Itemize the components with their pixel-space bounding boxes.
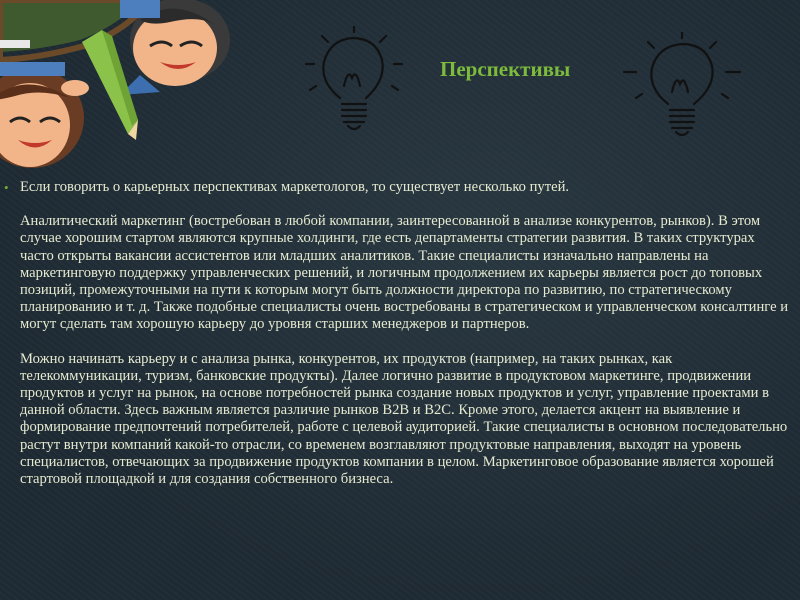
cartoon-kids-illustration [0,0,250,180]
boy-character-icon [120,0,230,95]
slide-body [4,179,789,488]
intro-text: Если говорить о карьерных перспективах маркетологов, то существует несколько путей. [20,179,570,195]
paragraph-analytical-marketing: Аналитический маркетинг (востребован в любой компании, заинтересованной в анализе конкурентов, рынков). В этом случае хорошим стартом являются крупные холдинги, где есть департаменты стратегии развития. В таких структурах часто открыты вакансии ассистентов или младших аналитиков. Такие специалисты изначально направлены на маркетинговую поддержку управленческих решений, и логичным продолжением их карьеры является рост до топовых позиций, промежуточными на пути к которым могут быть должности директора по развитию, по стратегическому планированию и т. д. Также подобные специалисты очень востребованы в стратегическом и управленческом консалтинге и могут сделать там хорошую карьеру до уровня старших менеджеров и партнеров. [20,213,789,333]
bullet-marker: • [4,180,9,195]
page-title: Перспективы [440,57,571,81]
intro-bullet [4,179,789,196]
lightbulb-icon [620,32,750,147]
paragraph-product-marketing: Можно начинать карьеру и с анализа рынка, конкурентов, их продуктов (например, на таких рынках, как телекоммуникации, туризм, банковские продукты). Далее логично развитие в продуктовом маркетинге, продвижении продуктов и услуг на рынок, на основе потребностей рынка создание новых продуктов и услуг, управление проектами в данной области. Здесь важным является различие рынков B2B и B2C. Кроме этого, делается акцент на выявление и формирование предпочтений потребителей, работе с целевой аудиторией. Такие специалисты в основном последовательно растут внутри компаний какой-то отрасли, со временем возглавляют продуктовые направления, выходят на уровень специалистов, отвечающих за продвижение продуктов компании в целом. Маркетинговое образование является хорошей стартовой площадкой и для создания собственного бизнеса. [20,350,788,488]
green-pencil-icon [82,30,138,140]
girl-character-icon [0,62,89,168]
lightbulb-icon [302,26,412,141]
